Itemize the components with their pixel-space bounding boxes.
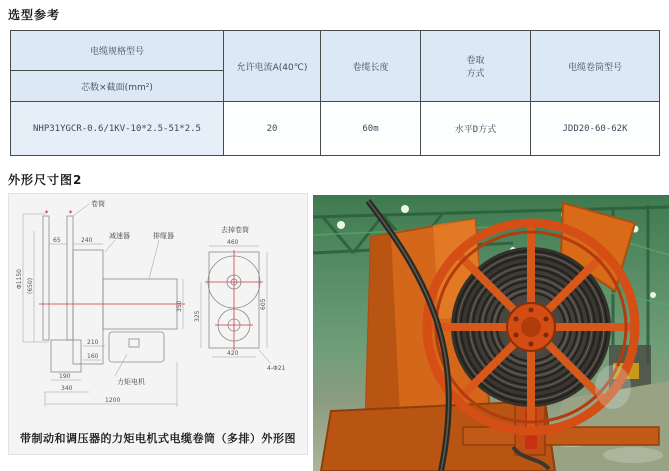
section-title-selection-reference: 选型参考 — [8, 8, 61, 22]
part-label-cable-arranger: 排缆器 — [153, 232, 174, 240]
part-label-reel: 卷筒 — [91, 200, 105, 208]
cell-cable-spec: NHP31YGCR-0.6/1KV-10*2.5-51*2.5 — [11, 102, 224, 156]
col-header-winding-mode — [421, 31, 531, 102]
dim-label: 420 — [227, 350, 239, 357]
dim-label: Φ1150 — [16, 269, 23, 289]
part-label-reel-removed: 去掉卷筒 — [221, 226, 249, 234]
winding-mode-line1: 卷取 — [466, 56, 485, 66]
cell-cable-length: 60m — [321, 102, 421, 156]
cell-allowed-current: 20 — [224, 102, 321, 156]
cable-reel-photo — [313, 195, 669, 471]
reel-wheel — [427, 223, 635, 431]
col-header-cable-length: 卷缆长度 — [321, 31, 421, 102]
cell-winding-mode: 水平D方式 — [421, 102, 531, 156]
col-header-allowed-current: 允许电流A(40℃) — [224, 31, 321, 102]
dim-label: 190 — [59, 373, 71, 380]
table-row — [11, 102, 660, 156]
winding-mode-line2: 方式 — [466, 69, 485, 79]
outline-dimension-drawing — [9, 194, 307, 416]
drawing-caption: 带制动和调压器的力矩电机式电缆卷筒（多排）外形图 — [20, 432, 296, 445]
cable-selection-table — [10, 30, 660, 156]
part-label-torque-motor: 力矩电机 — [117, 378, 145, 386]
dim-label: 4-Φ21 — [267, 365, 286, 372]
dim-label: 210 — [87, 339, 99, 346]
col-header-cable-spec: 电缆规格型号 — [11, 31, 224, 71]
dim-label: 460 — [227, 239, 239, 246]
dim-label: 605 — [260, 298, 267, 310]
col-subheader-cores-section: 芯数×截面(mm²) — [11, 71, 224, 102]
col-header-reel-model: 电缆卷筒型号 — [531, 31, 660, 102]
dim-label: 325 — [194, 310, 201, 322]
dim-label: 65 — [53, 237, 61, 244]
dim-label: (650) — [27, 277, 34, 294]
dim-label: 1200 — [105, 397, 121, 404]
dim-label: 350 — [176, 300, 183, 312]
dim-label: 160 — [87, 353, 99, 360]
flange-mark: ✶ — [68, 209, 74, 216]
dimension-drawing-panel — [8, 193, 308, 455]
dim-label: 340 — [61, 385, 73, 392]
section-title-outline-dimensions: 外形尺寸图2 — [8, 173, 83, 187]
front-view — [16, 199, 185, 407]
cable-reel-photo-image — [313, 195, 669, 471]
part-label-reducer: 减速器 — [109, 232, 130, 240]
cell-reel-model: JDD20-60-62K — [531, 102, 660, 156]
side-view — [194, 225, 286, 372]
dim-label: 240 — [81, 237, 93, 244]
flange-mark: ✶ — [44, 209, 50, 216]
